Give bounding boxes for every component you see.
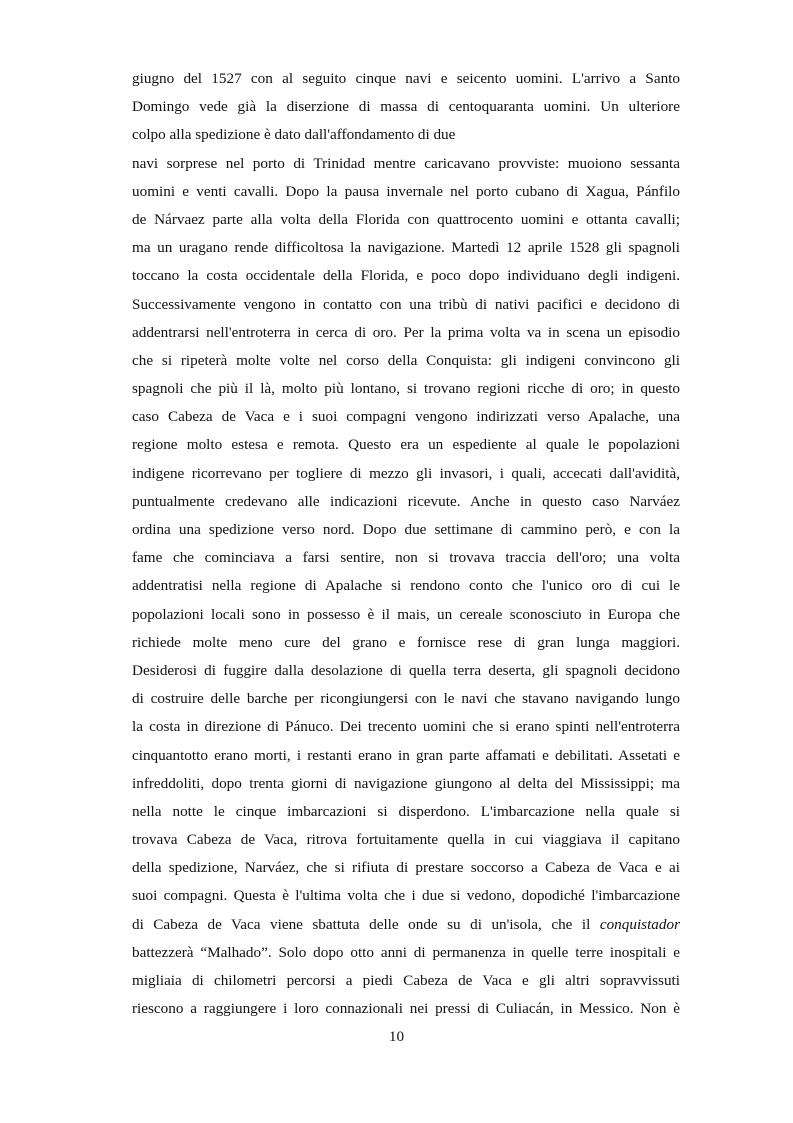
text-line-31-roman: di Cabeza de Vaca viene sbattuta delle onde su di un'isola, che il — [132, 915, 600, 933]
text-line-34: riescono a raggiungere i loro connazionali nei pressi di Culiacán, in Messico. Non è — [132, 1000, 680, 1018]
text-line-30: suoi compagni. Questa è l'ultima volta che i due si vedono, dopodiché l'imbarcazione — [132, 887, 680, 905]
text-line-25: cinquantotto erano morti, i restanti erano in gran parte affamati e debilitati. Assetati e — [132, 746, 680, 764]
text-line-7: ma un uragano rende difficoltosa la navigazione. Martedì 12 aprile 1528 gli spagnoli — [132, 239, 680, 257]
text-line-28: trovava Cabeza de Vaca, ritrova fortuitamente quella in cui viaggiava il capitano — [132, 831, 680, 849]
text-line-3: colpo alla spedizione è dato dall'affondamento di due — [132, 126, 456, 144]
text-line-9: Successivamente vengono in contatto con una tribù di nativi pacifici e decidono di — [132, 295, 680, 313]
text-line-24: la costa in direzione di Pánuco. Dei trecento uomini che si erano spinti nell'entroterra — [132, 718, 680, 736]
body-text — [132, 65, 680, 1023]
text-line-33: migliaia di chilometri percorsi a piedi Cabeza de Vaca e gli altri sopravvissuti — [132, 972, 680, 989]
text-line-21: richiede molte meno cure del grano e fornisce rese di gran lunga maggiori. — [132, 633, 680, 651]
text-line-23: di costruire delle barche per ricongiungersi con le navi che stavano navigando lungo — [132, 690, 680, 708]
text-line-18: fame che cominciava a farsi sentire, non si trovava traccia dell'oro; una volta — [132, 549, 680, 567]
text-line-31 — [132, 911, 680, 939]
text-line-17: ordina una spedizione verso nord. Dopo due settimane di cammino però, e con la — [132, 521, 680, 538]
text-line-20: popolazioni locali sono in possesso è il mais, un cereale sconosciuto in Europa che — [132, 605, 680, 623]
text-line-26: infreddoliti, dopo trenta giorni di navigazione giungono al delta del Mississippi; ma — [132, 774, 680, 792]
text-line-14: regione molto estesa e remota. Questo era un espediente al quale le popolazioni — [132, 436, 680, 454]
text-line-8: toccano la costa occidentale della Florida, e poco dopo individuano degli indigeni. — [132, 267, 680, 285]
text-line-27: nella notte le cinque imbarcazioni si disperdono. L'imbarcazione nella quale si — [132, 802, 680, 820]
text-line-10: addentrarsi nell'entroterra in cerca di oro. Per la prima volta va in scena un episodio — [132, 323, 680, 341]
text-line-22: Desiderosi di fuggire dalla desolazione di quella terra deserta, gli spagnoli decidono — [132, 661, 680, 679]
text-line-13: caso Cabeza de Vaca e i suoi compagni vengono indirizzati verso Apalache, una — [132, 408, 680, 426]
text-line-19: addentratisi nella regione di Apalache si rendono conto che l'unico oro di cui le — [132, 577, 680, 595]
italic-term-conquistador: conquistador — [599, 915, 680, 933]
text-line-5: uomini e venti cavalli. Dopo la pausa invernale nel porto cubano di Xagua, Pánfilo — [132, 182, 680, 200]
text-line-12: spagnoli che più il là, molto più lontano, si trovano regioni ricche di oro; in questo — [132, 380, 680, 398]
text-line-6: de Nárvaez parte alla volta della Florida con quattrocento uomini e ottanta cavalli; — [132, 210, 680, 228]
text-line-32: battezzerà “Malhado”. Solo dopo otto anni di permanenza in quelle terre inospitali e — [132, 943, 680, 961]
page-number: 10 — [388, 1028, 405, 1045]
text-line-16: puntualmente credevano alle indicazioni ricevute. Anche in questo caso Narváez — [132, 492, 680, 510]
text-line-11: che si ripeterà molte volte nel corso della Conquista: gli indigeni convincono gli — [132, 351, 680, 369]
text-line-2: Domingo vede già la diserzione di massa di centoquaranta uomini. Un ulteriore — [132, 98, 680, 116]
text-line-29: della spedizione, Narváez, che si rifiuta di prestare soccorso a Cabeza de Vaca e ai — [132, 859, 680, 877]
text-line-1: giugno del 1527 con al seguito cinque navi e seicento uomini. L'arrivo a Santo — [132, 70, 680, 87]
text-line-4: navi sorprese nel porto di Trinidad mentre caricavano provviste: muoiono sessanta — [132, 154, 680, 172]
text-line-15: indigene ricorrevano per togliere di mezzo gli invasori, i quali, accecati dall'avidità, — [132, 464, 680, 482]
